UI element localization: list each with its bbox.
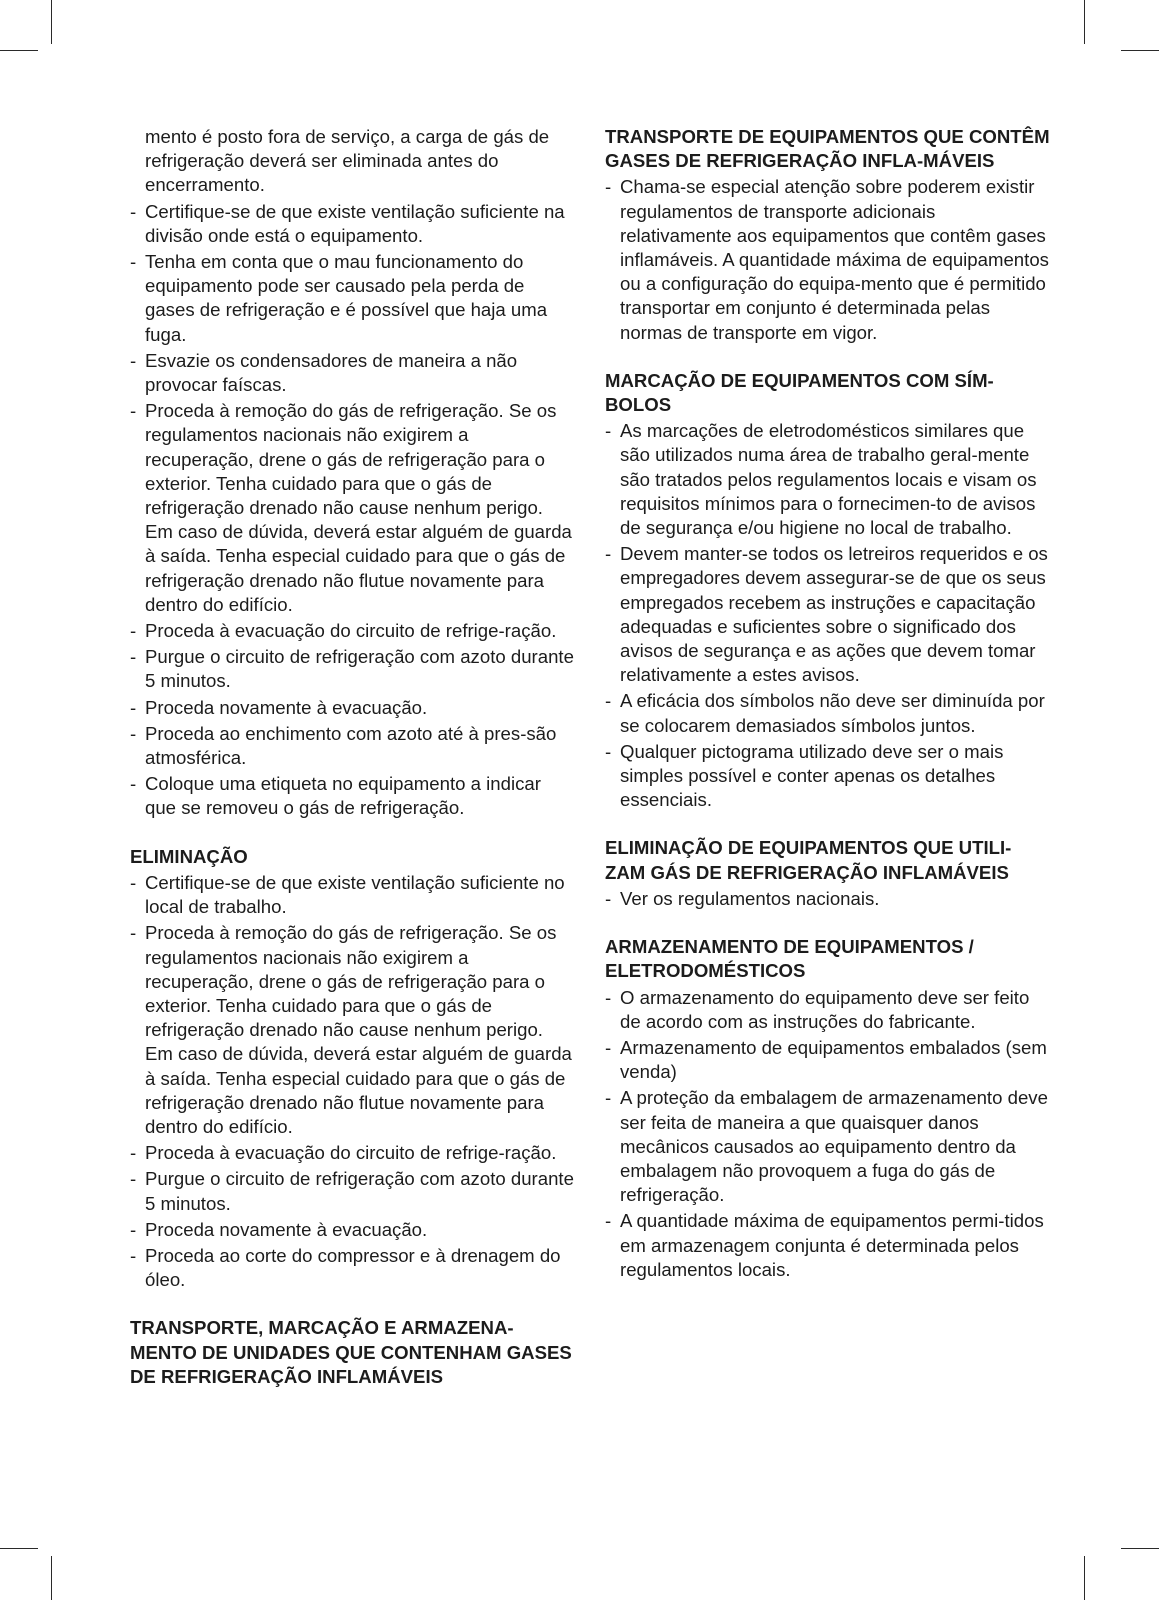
right-column bbox=[605, 125, 1050, 1284]
list-item: - A proteção da embalagem de armazenamento deve ser feita de maneira a que quaisquer danos mecânicos causados ao equipamento dentro da embalagem não provoquem a fuga do gás de refrigeração. bbox=[605, 1086, 1050, 1207]
list-item: - Devem manter-se todos os letreiros requeridos e os empregadores devem assegurar-se de que os seus empregados recebem as instruções e capacitação adequadas e suficientes sobre o significado dos avisos de segurança e as ações que devem tomar relativamente a estes avisos. bbox=[605, 542, 1050, 687]
list-item: - Esvazie os condensadores de maneira a não provocar faíscas. bbox=[130, 349, 576, 397]
list-item: - Proceda ao corte do compressor e à drenagem do óleo. bbox=[130, 1244, 576, 1292]
list-item: - Proceda novamente à evacuação. bbox=[130, 696, 576, 720]
list-item: - Ver os regulamentos nacionais. bbox=[605, 887, 1050, 911]
step-list bbox=[605, 986, 1050, 1282]
list-item: - Proceda à remoção do gás de refrigeração. Se os regulamentos nacionais não exigirem a recuperação, drene o gás de refrigeração para o exterior. Tenha cuidado para que o gás de refrigeração drenado não cause nenhum perigo. Em caso de dúvida, deverá estar alguém de guarda à saída. Tenha especial cuidado para que o gás de refrigeração drenado não flutue novamente para dentro do edifício. bbox=[130, 921, 576, 1139]
section-heading: MARCAÇÃO DE EQUIPAMENTOS COM SÍM-BOLOS bbox=[605, 369, 994, 416]
section-heading: ELIMINAÇÃO bbox=[130, 845, 248, 867]
section-storage bbox=[605, 935, 1050, 1282]
list-item: - Certifique-se de que existe ventilação suficiente no local de trabalho. bbox=[130, 871, 576, 919]
step-list bbox=[130, 871, 576, 1292]
list-item: - Coloque uma etiqueta no equipamento a indicar que se removeu o gás de refrigeração. bbox=[130, 772, 576, 820]
section-marking bbox=[605, 369, 1050, 813]
section-heading: TRANSPORTE DE EQUIPAMENTOS QUE CONTÊM GASES DE REFRIGERAÇÃO INFLA-MÁVEIS bbox=[605, 126, 1050, 172]
list-item: - O armazenamento do equipamento deve ser feito de acordo com as instruções do fabricante. bbox=[605, 986, 1050, 1034]
section-heading: ARMAZENAMENTO DE EQUIPAMENTOS / ELETRODOMÉSTICOS bbox=[605, 936, 974, 982]
step-list bbox=[605, 887, 1050, 911]
crop-mark bbox=[0, 1548, 38, 1549]
list-item: - A quantidade máxima de equipamentos permi-tidos em armazenagem conjunta é determinada pelos regulamentos locais. bbox=[605, 1209, 1050, 1282]
list-item: - Proceda novamente à evacuação. bbox=[130, 1218, 576, 1242]
crop-mark bbox=[1121, 1548, 1159, 1549]
step-list bbox=[130, 200, 576, 821]
list-item: - A eficácia dos símbolos não deve ser diminuída por se colocarem demasiados símbolos juntos. bbox=[605, 689, 1050, 737]
section-heading: ELIMINAÇÃO DE EQUIPAMENTOS QUE UTILI-ZAM GÁS DE REFRIGERAÇÃO INFLAMÁVEIS bbox=[605, 837, 1012, 883]
crop-mark bbox=[0, 50, 38, 51]
crop-mark bbox=[51, 0, 52, 44]
section-heading: TRANSPORTE, MARCAÇÃO E ARMAZENA-MENTO DE UNIDADES QUE CONTENHAM GASES DE REFRIGERAÇÃO INFLAMÁVEIS bbox=[130, 1317, 572, 1387]
crop-mark bbox=[1084, 0, 1085, 44]
step-list bbox=[605, 175, 1050, 344]
list-item: - Proceda ao enchimento com azoto até à pres-são atmosférica. bbox=[130, 722, 576, 770]
list-item: - Purgue o circuito de refrigeração com azoto durante 5 minutos. bbox=[130, 645, 576, 693]
section-transport-marking-storage bbox=[130, 1316, 576, 1389]
section-eliminacao bbox=[130, 845, 576, 1293]
list-item: - Tenha em conta que o mau funcionamento do equipamento pode ser causado pela perda de gases de refrigeração e é possível que haja uma fuga. bbox=[130, 250, 576, 347]
list-item: - Chama-se especial atenção sobre poderem existir regulamentos de transporte adicionais relativamente aos equipamentos que contêm gases inflamáveis. A quantidade máxima de equipamentos ou a configuração do equipa-mento que é permitido transportar em conjunto é determinada pelas normas de transporte em vigor. bbox=[605, 175, 1050, 344]
left-column bbox=[130, 125, 576, 1389]
list-item: - Armazenamento de equipamentos embalados (sem venda) bbox=[605, 1036, 1050, 1084]
section-decommissioning-steps bbox=[130, 200, 576, 821]
list-item: - Purgue o circuito de refrigeração com azoto durante 5 minutos. bbox=[130, 1167, 576, 1215]
crop-mark bbox=[1084, 1556, 1085, 1600]
step-list bbox=[605, 419, 1050, 812]
list-item: - Proceda à evacuação do circuito de refrige-ração. bbox=[130, 619, 576, 643]
list-item: - Qualquer pictograma utilizado deve ser o mais simples possível e conter apenas os detalhes essenciais. bbox=[605, 740, 1050, 813]
list-item: - Proceda à remoção do gás de refrigeração. Se os regulamentos nacionais não exigirem a recuperação, drene o gás de refrigeração para o exterior. Tenha cuidado para que o gás de refrigeração drenado não cause nenhum perigo. Em caso de dúvida, deverá estar alguém de guarda à saída. Tenha especial cuidado para que o gás de refrigeração drenado não flutue novamente para dentro do edifício. bbox=[130, 399, 576, 617]
crop-mark bbox=[51, 1556, 52, 1600]
continued-paragraph: mento é posto fora de serviço, a carga de gás de refrigeração deverá ser eliminada antes do encerramento. bbox=[145, 126, 550, 196]
section-disposal bbox=[605, 836, 1050, 911]
section-transport bbox=[605, 125, 1050, 345]
list-item: - Proceda à evacuação do circuito de refrige-ração. bbox=[130, 1141, 576, 1165]
crop-mark bbox=[1121, 50, 1159, 51]
list-item: - Certifique-se de que existe ventilação suficiente na divisão onde está o equipamento. bbox=[130, 200, 576, 248]
list-item: - As marcações de eletrodomésticos similares que são utilizados numa área de trabalho geral-mente são tratados pelos regulamentos locais e visam os requisitos mínimos para o fornecimen-to de avisos de segurança e/ou higiene no local de trabalho. bbox=[605, 419, 1050, 540]
